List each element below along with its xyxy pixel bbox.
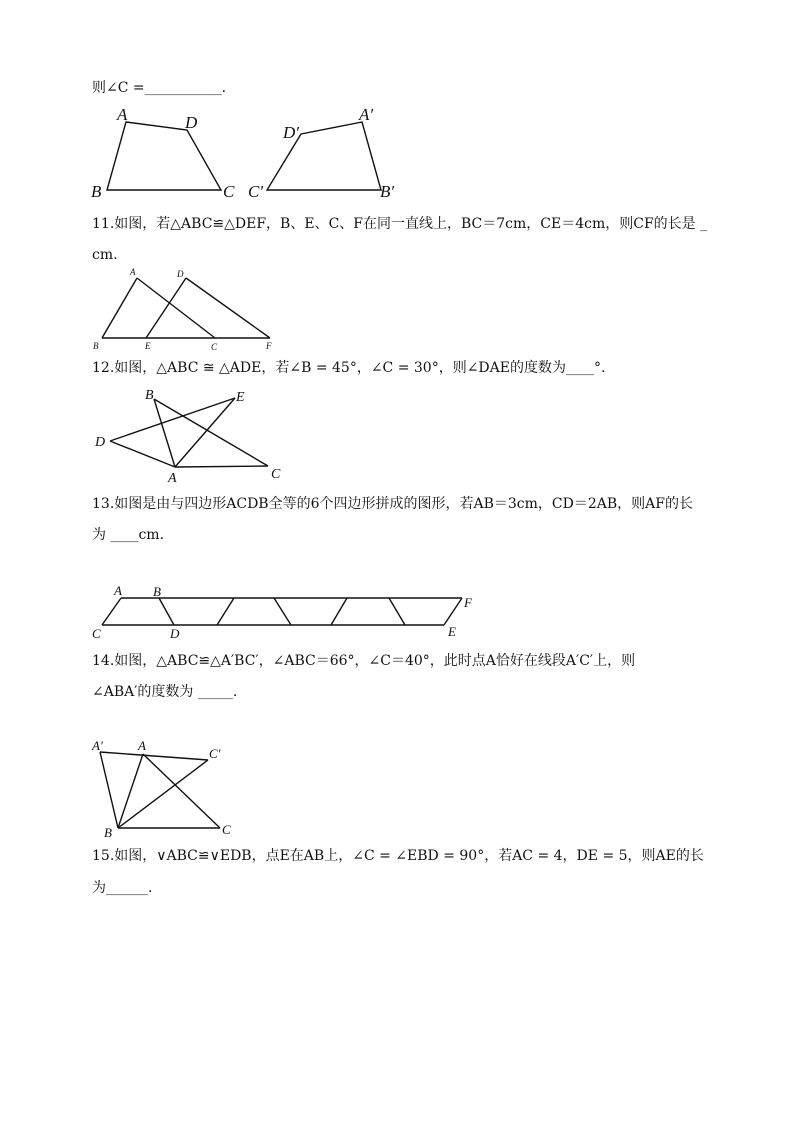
- q10-label-C: C: [223, 182, 235, 201]
- q13-text-line1: 13.如图是由与四边形ACDB全等的6个四边形拼成的图形，若AB＝3cm，CD＝2AB，则AF的长: [92, 496, 693, 512]
- q11-side-ed: [146, 278, 186, 338]
- q14-side-ap-cp: [100, 752, 208, 760]
- q14-side-a-c: [143, 754, 220, 828]
- q14-label-C: C: [222, 822, 231, 837]
- q12-label-A: A: [168, 471, 177, 486]
- q14-label-B: B: [104, 825, 112, 840]
- q14-side-b-a: [118, 754, 143, 828]
- q11-label-C: C: [211, 342, 218, 352]
- q13-text-line2: 为 ____cm.: [92, 527, 165, 543]
- q14-text-line1: 14.如图，△ABC≌△A′BC′，∠ABC＝66°，∠C＝40°，此时点A恰好在线段A′C′上，则: [92, 653, 636, 669]
- q11-side-df: [186, 278, 270, 338]
- q10-label-Dp: D′: [283, 123, 299, 142]
- q12-label-E: E: [236, 390, 245, 405]
- q13-divider-1: [159, 598, 174, 625]
- q13-label-B: B: [153, 584, 161, 599]
- q11-label-B: B: [93, 341, 99, 351]
- q13-label-D: D: [170, 626, 180, 641]
- q11-side-ac: [137, 278, 215, 338]
- q14-label-Cp: C′: [209, 746, 221, 761]
- q10-label-Ap: A′: [359, 105, 374, 124]
- q10-label-B: B: [91, 182, 102, 201]
- q14-side-ap-b: [100, 752, 118, 828]
- q10-label-D: D: [185, 113, 198, 132]
- q14-text-line2: ∠ABA′的度数为 _____.: [92, 684, 238, 700]
- q11-label-D: D: [177, 269, 184, 279]
- q14-label-A: A: [138, 738, 146, 753]
- q11-label-E: E: [145, 341, 151, 351]
- q13-left-edge: [102, 598, 121, 625]
- q10-figure: [85, 100, 415, 205]
- q15-text-line2: 为______.: [92, 880, 153, 896]
- q13-figure: [88, 580, 478, 642]
- q12-figure: [90, 386, 290, 486]
- q13-right-edge: [444, 598, 462, 625]
- q13-label-A: A: [114, 583, 122, 598]
- q13-divider-2: [217, 598, 234, 625]
- q13-divider-3: [274, 598, 291, 625]
- q11-label-F: F: [266, 341, 272, 351]
- q15-text-line1: 15.如图，∨ABC≌∨EDB，点E在AB上，∠C = ∠EBD = 90°，若AC = 4，DE = 5，则AE的长: [92, 848, 704, 864]
- q12-text-line1: 12.如图，△ABC ≅ △ADE，若∠B = 45°，∠C = 30°，则∠DAE的度数为____°.: [92, 360, 606, 376]
- q11-text-line1: 11.如图，若△ABC≌△DEF，B、E、C、F在同一直线上，BC＝7cm，CE＝4cm，则CF的长是 _: [92, 216, 708, 232]
- q11-text-line2: cm.: [92, 247, 118, 263]
- q12-side-ac: [175, 466, 268, 467]
- q13-divider-5: [389, 598, 405, 625]
- q12-label-D: D: [95, 435, 106, 450]
- q13-label-E: E: [448, 624, 456, 639]
- q13-label-C: C: [92, 626, 101, 641]
- q10-label-Cp: C′: [248, 182, 264, 201]
- q11-side-ba: [102, 278, 137, 338]
- q10-quad-abcd: [107, 122, 221, 190]
- q10-answer-line: 则∠C =___________.: [92, 80, 227, 96]
- q10-label-Bp: B′: [380, 182, 395, 201]
- q11-figure: [90, 266, 285, 354]
- q13-label-F: F: [464, 595, 472, 610]
- q11-label-A: A: [130, 267, 136, 277]
- q12-side-da: [110, 441, 175, 467]
- q10-label-A: A: [117, 105, 128, 124]
- q12-label-B: B: [145, 388, 154, 403]
- q13-divider-4: [331, 598, 347, 625]
- q12-label-C: C: [271, 467, 281, 482]
- q14-label-Ap: A′: [92, 738, 103, 753]
- q14-figure: [88, 734, 248, 842]
- q14-side-b-cp: [118, 760, 208, 828]
